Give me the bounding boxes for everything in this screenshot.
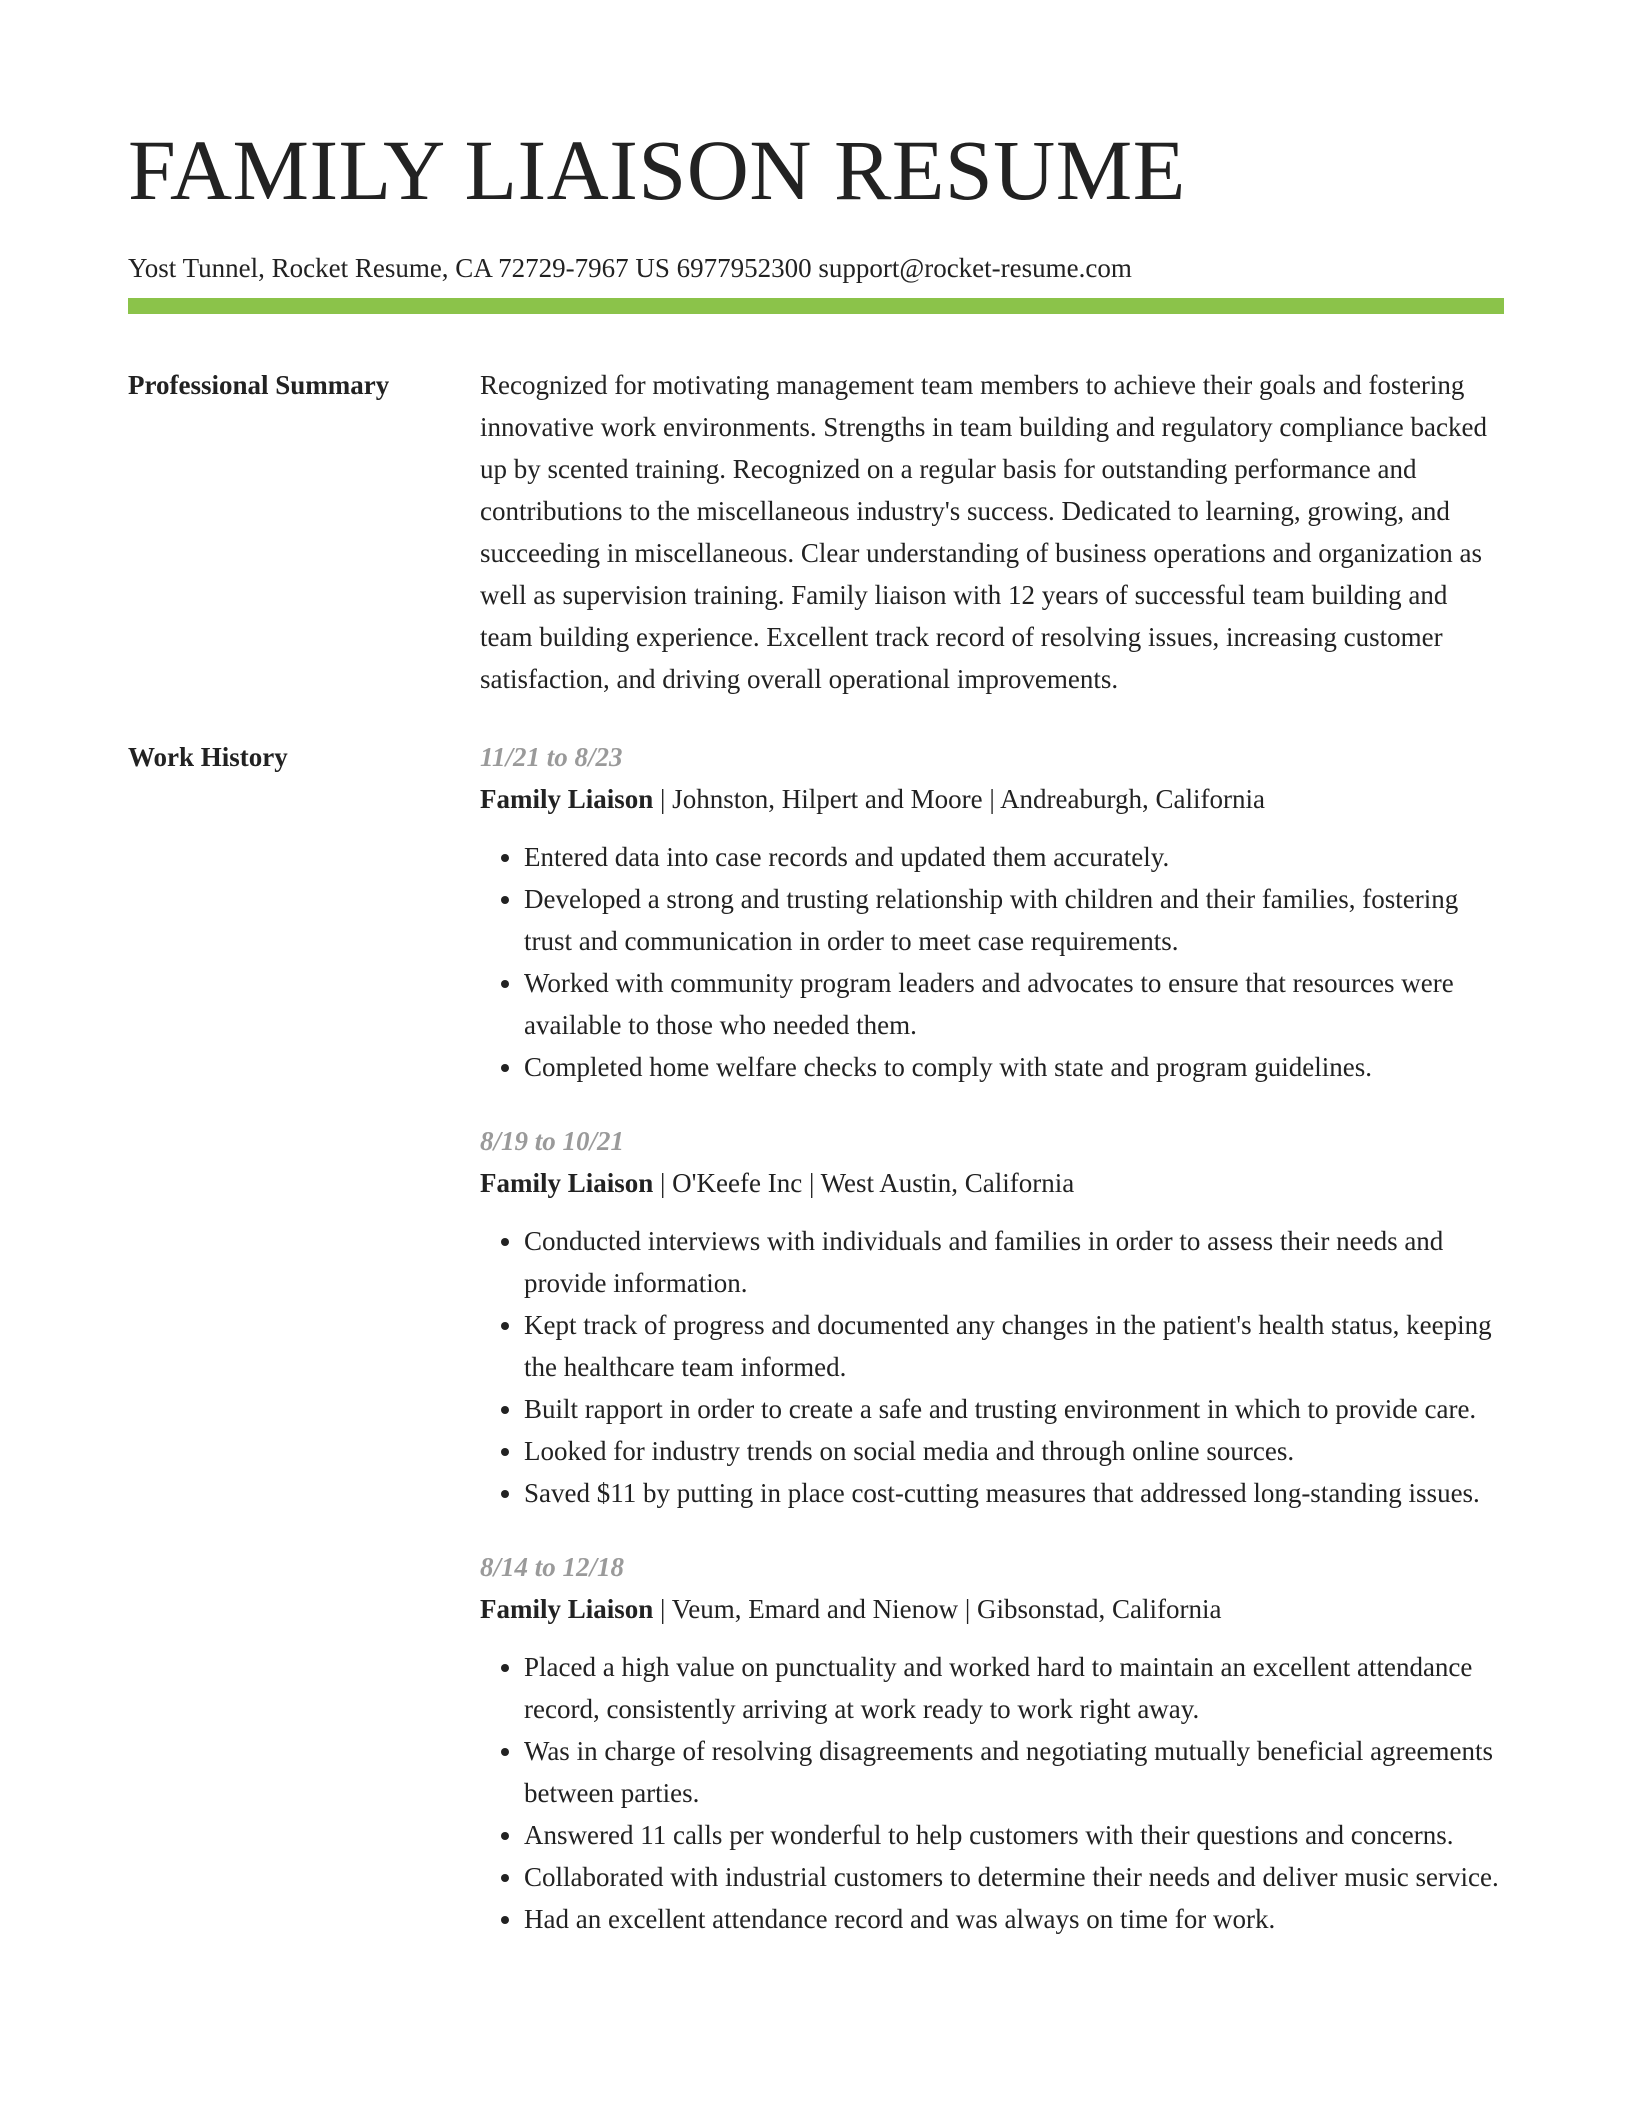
job-bullet-list	[480, 1646, 1504, 1940]
summary-text: Recognized for motivating management team members to achieve their goals and fostering innovative work environments. Strengths in team building and regulatory compliance backed up by scented training. Recognized on a regular basis for outstanding performance and contributions to the miscellaneous industry's success. Dedicated to learning, growing, and succeeding in miscellaneous. Clear understanding of business operations and organization as well as supervision training. Family liaison with 12 years of successful team building and team building experience. Excellent track record of resolving issues, increasing customer satisfaction, and driving overall operational improvements.	[480, 370, 1487, 694]
job-bullet: • Developed a strong and trusting relationship with children and their families, fostering trust and communication in order to meet case requirements.	[524, 878, 1504, 962]
job-dates: 11/21 to 8/23	[480, 742, 623, 772]
job-bullet-list	[480, 1220, 1504, 1514]
resume-page	[128, 0, 1504, 1972]
job-bullet: • Worked with community program leaders and advocates to ensure that resources were available to those who needed them.	[524, 962, 1504, 1046]
job-heading	[480, 1162, 1504, 1204]
job-bullet: • Conducted interviews with individuals and families in order to assess their needs and provide information.	[524, 1220, 1504, 1304]
job-bullet: • Saved $11 by putting in place cost-cutting measures that addressed long-standing issues.	[524, 1472, 1504, 1514]
job-bullet: • Had an excellent attendance record and was always on time for work.	[524, 1898, 1504, 1940]
job-details: | Johnston, Hilpert and Moore | Andreaburgh, California	[653, 784, 1265, 814]
job-entry	[480, 736, 1504, 1088]
job-entry	[480, 1546, 1504, 1940]
job-details: | O'Keefe Inc | West Austin, California	[653, 1168, 1075, 1198]
job-bullet: • Was in charge of resolving disagreements and negotiating mutually beneficial agreements between parties.	[524, 1730, 1504, 1814]
job-title: Family Liaison	[480, 784, 654, 814]
summary-body	[480, 364, 1504, 700]
summary-heading: Professional Summary	[128, 370, 390, 400]
job-heading	[480, 778, 1504, 820]
work-history-body	[480, 736, 1504, 1972]
job-dates: 8/14 to 12/18	[480, 1552, 625, 1582]
work-history-section	[128, 736, 1504, 1972]
job-title: Family Liaison	[480, 1168, 654, 1198]
job-bullet: • Entered data into case records and updated them accurately.	[524, 836, 1504, 878]
job-heading	[480, 1588, 1504, 1630]
resume-title: FAMILY LIAISON RESUME	[128, 122, 1186, 218]
professional-summary-section	[128, 364, 1504, 700]
job-dates: 8/19 to 10/21	[480, 1126, 625, 1156]
job-bullet: • Answered 11 calls per wonderful to help customers with their questions and concerns.	[524, 1814, 1504, 1856]
contact-info: Yost Tunnel, Rocket Resume, CA 72729-7967 US 6977952300 support@rocket-resume.com	[128, 253, 1132, 283]
job-bullet: • Built rapport in order to create a safe and trusting environment in which to provide care.	[524, 1388, 1504, 1430]
job-bullet: • Placed a high value on punctuality and worked hard to maintain an excellent attendance record, consistently arriving at work ready to work right away.	[524, 1646, 1504, 1730]
job-bullet: • Collaborated with industrial customers to determine their needs and deliver music service.	[524, 1856, 1504, 1898]
job-entry	[480, 1120, 1504, 1514]
job-bullet-list	[480, 836, 1504, 1088]
job-bullet: • Kept track of progress and documented any changes in the patient's health status, keeping the healthcare team informed.	[524, 1304, 1504, 1388]
job-bullet: • Completed home welfare checks to comply with state and program guidelines.	[524, 1046, 1504, 1088]
job-bullet: • Looked for industry trends on social media and through online sources.	[524, 1430, 1504, 1472]
job-title: Family Liaison	[480, 1594, 654, 1624]
header-divider	[128, 298, 1504, 314]
work-history-heading: Work History	[128, 742, 288, 772]
job-details: | Veum, Emard and Nienow | Gibsonstad, California	[653, 1594, 1222, 1624]
